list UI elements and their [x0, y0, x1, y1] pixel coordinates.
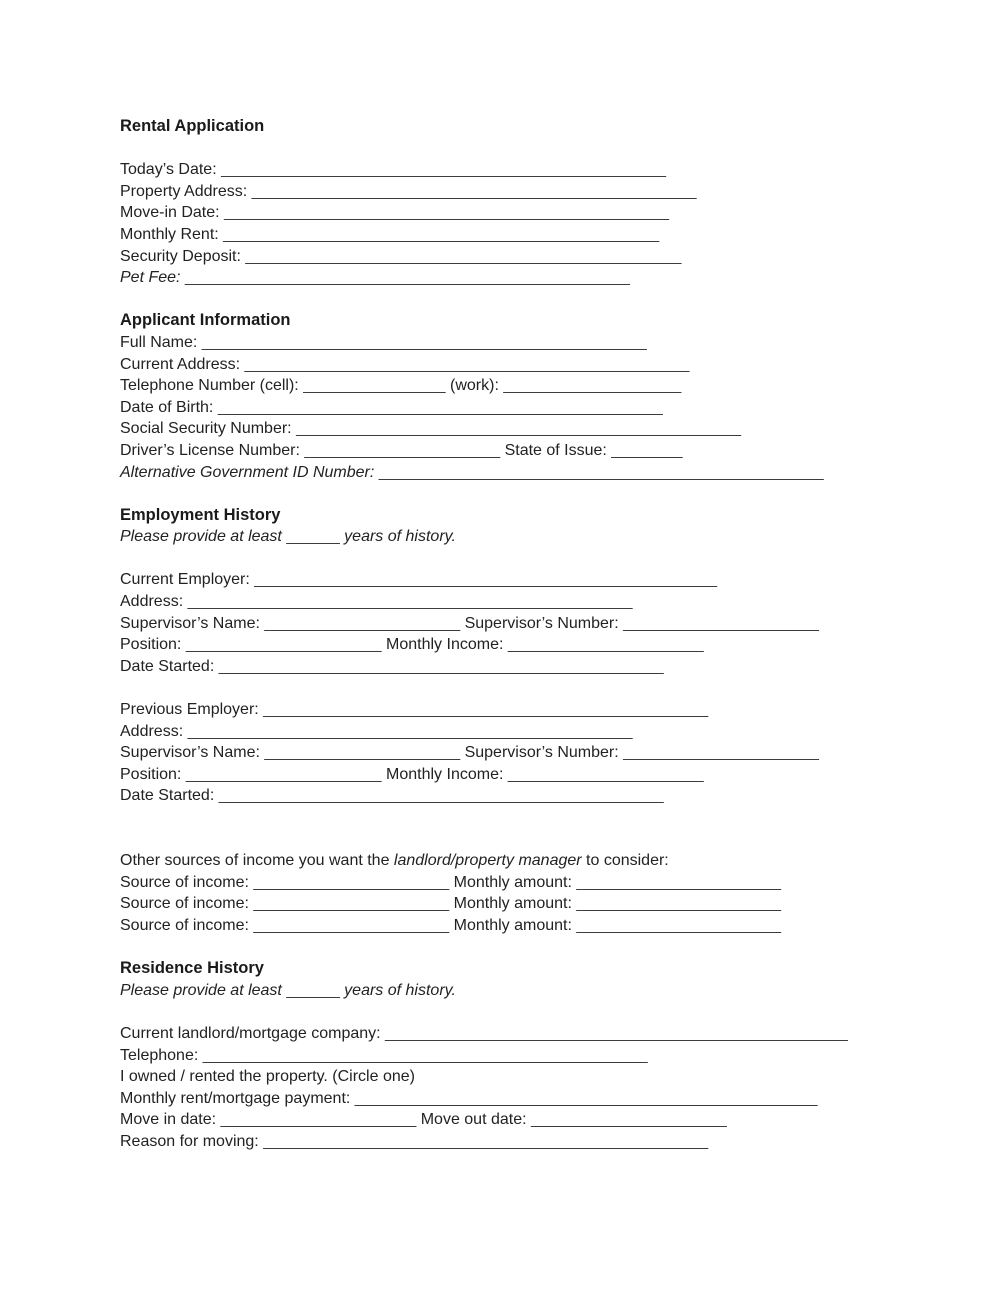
field-label: Date Started:: [120, 787, 219, 805]
row-alternative-government-id: [120, 462, 940, 484]
monthly-rent-line: _________________________________________________: [223, 225, 660, 243]
telephone-cell-line: ________________: [303, 377, 446, 395]
previous-employer-address-line: __________________________________________________: [187, 722, 633, 740]
field-label: Source of income:: [120, 916, 254, 934]
field-label: Monthly Income:: [381, 765, 508, 783]
todays-date-line: __________________________________________________: [221, 161, 667, 179]
field-label: Driver’s License Number:: [120, 441, 305, 459]
current-employer-line: ____________________________________________________: [254, 571, 717, 589]
employment-years-of-history-line: ______: [286, 528, 340, 546]
row-employment-history-note: [120, 526, 940, 548]
field-label: to consider:: [581, 852, 669, 870]
alternative-government-id-line: __________________________________________________: [378, 463, 824, 481]
current-supervisor-number-line: ______________________: [623, 614, 819, 632]
field-label: Pet Fee:: [120, 269, 185, 287]
field-label: I owned / rented the property. (Circle one): [120, 1068, 415, 1086]
spacer: [120, 829, 940, 851]
current-landlord-mortgage-company-line: ____________________________________________________: [385, 1024, 848, 1042]
field-label: Telephone:: [120, 1046, 203, 1064]
spacer: [120, 677, 940, 699]
field-label: Property Address:: [120, 182, 252, 200]
field-label: Full Name:: [120, 333, 202, 351]
field-label: Please provide at least: [120, 981, 287, 999]
current-date-started-line: __________________________________________________: [218, 657, 664, 675]
row-previous-date-started: [120, 785, 940, 807]
row-previous-position: [120, 764, 940, 786]
residence-move-in-date-line: ______________________: [220, 1111, 417, 1129]
row-todays-date: [120, 159, 940, 181]
document-title: Rental Application: [120, 117, 265, 135]
previous-monthly-income-line: ______________________: [507, 765, 704, 783]
field-label: State of Issue:: [500, 441, 612, 459]
move-in-date-line: __________________________________________________: [224, 204, 669, 222]
previous-supervisor-name-line: ______________________: [264, 744, 461, 762]
field-label: Supervisor’s Number:: [460, 744, 624, 762]
field-label: Supervisor’s Name:: [120, 614, 265, 632]
row-previous-employer-address: [120, 721, 940, 743]
row-date-of-birth: [120, 397, 940, 419]
field-label: Monthly amount:: [449, 895, 577, 913]
field-label: Monthly rent/mortgage payment:: [120, 1089, 355, 1107]
date-of-birth-line: __________________________________________________: [217, 398, 663, 416]
row-residence-history-note: [120, 980, 940, 1002]
row-monthly-rent-mortgage: [120, 1088, 940, 1110]
row-social-security-number: [120, 418, 940, 440]
field-label: Previous Employer:: [120, 701, 264, 719]
source-of-income-3-line: ______________________: [253, 916, 450, 934]
field-label: Move out date:: [416, 1111, 531, 1129]
row-current-employer-address: [120, 591, 940, 613]
field-label: Supervisor’s Number:: [460, 614, 624, 632]
field-label: Monthly amount:: [449, 916, 577, 934]
row-property-address: [120, 181, 940, 203]
spacer: [120, 1001, 940, 1023]
row-drivers-license: [120, 440, 940, 462]
field-label: Source of income:: [120, 873, 254, 891]
field-label: Monthly Rent:: [120, 225, 224, 243]
current-employer-address-line: __________________________________________________: [187, 593, 633, 611]
landlord-telephone-line: __________________________________________________: [202, 1046, 648, 1064]
drivers-license-number-line: ______________________: [304, 441, 501, 459]
row-previous-employer: [120, 699, 940, 721]
field-label: Alternative Government ID Number:: [120, 463, 379, 481]
field-label: Address:: [120, 593, 188, 611]
field-label: Position:: [120, 636, 186, 654]
residence-move-out-date-line: ______________________: [531, 1111, 727, 1129]
row-reason-for-moving: [120, 1131, 940, 1153]
section-heading: Employment History: [120, 505, 281, 524]
row-security-deposit: [120, 246, 940, 268]
field-label: Security Deposit:: [120, 247, 246, 265]
field-label: Supervisor’s Name:: [120, 744, 265, 762]
property-address-line: __________________________________________________: [251, 182, 697, 200]
row-move-in-date: [120, 202, 940, 224]
row-current-date-started: [120, 656, 940, 678]
residence-years-of-history-line: ______: [286, 981, 340, 999]
pet-fee-line: __________________________________________________: [184, 269, 630, 287]
previous-employer-line: __________________________________________________: [263, 701, 709, 719]
field-label: Reason for moving:: [120, 1132, 264, 1150]
field-label: Date Started:: [120, 657, 219, 675]
field-label: Social Security Number:: [120, 420, 297, 438]
field-label: Source of income:: [120, 895, 254, 913]
spacer: [120, 289, 940, 311]
social-security-number-line: __________________________________________________: [296, 420, 741, 438]
row-current-position: [120, 634, 940, 656]
row-income-source-3: [120, 915, 940, 937]
spacer: [120, 807, 940, 829]
current-monthly-income-line: ______________________: [507, 636, 704, 654]
field-label: landlord/property manager: [393, 852, 582, 870]
row-income-source-1: [120, 872, 940, 894]
previous-position-line: ______________________: [185, 765, 382, 783]
field-label: Address:: [120, 722, 188, 740]
spacer: [120, 483, 940, 505]
section-heading: Residence History: [120, 959, 264, 978]
row-full-name: [120, 332, 940, 354]
field-label: Current Employer:: [120, 571, 255, 589]
security-deposit-line: _________________________________________________: [245, 247, 682, 265]
current-address-line: __________________________________________________: [244, 355, 690, 373]
previous-supervisor-number-line: ______________________: [623, 744, 819, 762]
field-label: Monthly Income:: [381, 636, 508, 654]
source-of-income-2-line: ______________________: [253, 895, 450, 913]
spacer: [120, 548, 940, 570]
spacer: [120, 937, 940, 959]
field-label: Today’s Date:: [120, 161, 222, 179]
field-label: Move in date:: [120, 1111, 221, 1129]
current-position-line: ______________________: [185, 636, 382, 654]
full-name-line: __________________________________________________: [201, 333, 647, 351]
spacer: [120, 138, 940, 160]
field-label: (work):: [445, 377, 504, 395]
form-body: [120, 138, 940, 1153]
field-label: Move-in Date:: [120, 204, 225, 222]
previous-date-started-line: __________________________________________________: [218, 787, 664, 805]
row-income-source-2: [120, 893, 940, 915]
monthly-rent-mortgage-payment-line: ____________________________________________________: [354, 1089, 818, 1107]
row-other-sources-note: [120, 850, 940, 872]
current-supervisor-name-line: ______________________: [264, 614, 461, 632]
source-of-income-1-line: ______________________: [253, 873, 450, 891]
monthly-amount-3-line: _______________________: [576, 916, 782, 934]
monthly-amount-2-line: _______________________: [576, 895, 782, 913]
field-label: Current Address:: [120, 355, 245, 373]
field-label: Monthly amount:: [449, 873, 577, 891]
section-heading: Applicant Information: [120, 311, 291, 330]
field-label: years of history.: [339, 981, 456, 999]
field-label: Current landlord/mortgage company:: [120, 1024, 386, 1042]
monthly-amount-1-line: _______________________: [576, 873, 782, 891]
row-telephone-number: [120, 375, 940, 397]
row-current-landlord: [120, 1023, 940, 1045]
reason-for-moving-line: __________________________________________________: [263, 1132, 709, 1150]
field-label: years of history.: [339, 528, 456, 546]
row-owned-rented: [120, 1066, 940, 1088]
state-of-issue-line: ________: [611, 441, 683, 459]
row-current-supervisor: [120, 613, 940, 635]
field-label: Other sources of income you want the: [120, 852, 394, 870]
row-monthly-rent: [120, 224, 940, 246]
row-pet-fee: [120, 267, 940, 289]
field-label: Please provide at least: [120, 528, 287, 546]
telephone-work-line: ____________________: [503, 377, 682, 395]
field-label: Date of Birth:: [120, 398, 218, 416]
row-previous-supervisor: [120, 742, 940, 764]
field-label: Telephone Number (cell):: [120, 377, 304, 395]
row-current-employer: [120, 569, 940, 591]
row-landlord-telephone: [120, 1045, 940, 1067]
row-move-dates: [120, 1109, 940, 1131]
field-label: Position:: [120, 765, 186, 783]
row-current-address: [120, 354, 940, 376]
